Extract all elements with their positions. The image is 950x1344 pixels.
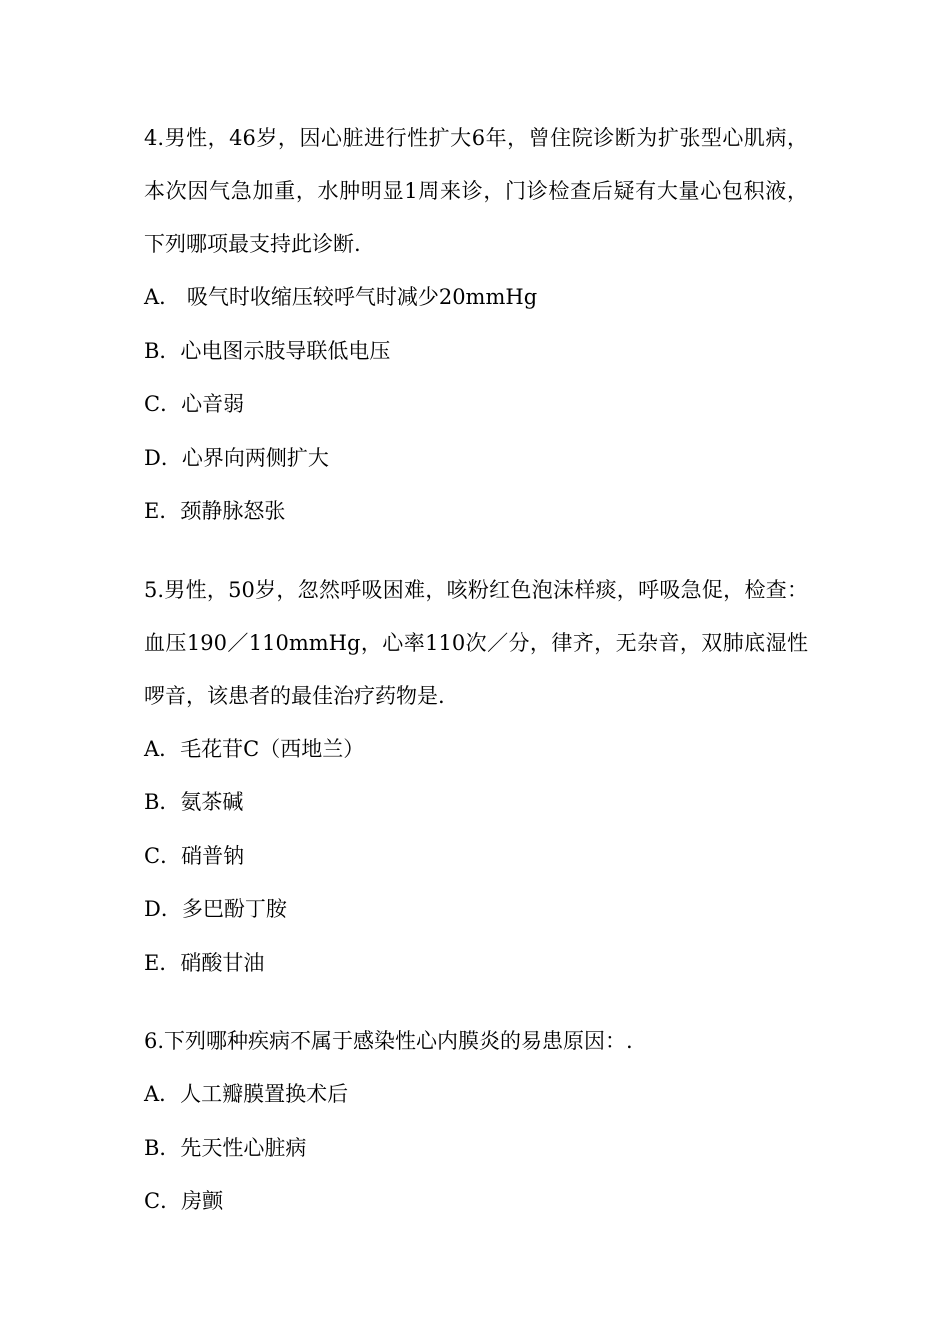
question-separator: [144, 990, 808, 1015]
option-b: B．先天性心脏病: [144, 1135, 307, 1160]
question-stem: 5.男性，50岁，忽然呼吸困难，咳粉红色泡沫样痰，呼吸急促，检查：血压190／110mmHg，心率110次／分，律齐，无杂音，双肺底湿性啰音，该患者的最佳治疗药物是.: [144, 577, 808, 708]
option-c: C．心音弱: [144, 392, 245, 416]
option-a: A． 吸气时收缩压较呼气时减少20mmHg: [144, 285, 538, 309]
question-5: [144, 564, 808, 991]
option-b: B．心电图示肢导联低电压: [144, 338, 391, 363]
option-a: A．人工瓣膜置换术后: [144, 1082, 349, 1106]
question-6: [144, 1015, 808, 1229]
question-list: [144, 112, 808, 1229]
option-c: C．房颤: [144, 1189, 224, 1213]
question-stem: 4.男性，46岁，因心脏进行性扩大6年，曾住院诊断为扩张型心肌病，本次因气急加重，水肿明显1周来诊，门诊检查后疑有大量心包积液，下列哪项最支持此诊断.: [144, 126, 808, 256]
option-e: E．硝酸甘油: [144, 950, 265, 975]
question-stem: 6.下列哪种疾病不属于感染性心内膜炎的易患原因：.: [144, 1029, 633, 1053]
option-e: E．颈静脉怒张: [144, 499, 286, 523]
option-c: C．硝普钠: [144, 843, 245, 868]
question-4: [144, 112, 808, 539]
option-b: B．氨茶碱: [144, 790, 244, 814]
option-d: D．多巴酚丁胺: [144, 897, 287, 921]
option-d: D．心界向两侧扩大: [144, 445, 329, 470]
question-separator: [144, 539, 808, 564]
option-a: A．毛花苷C（西地兰）: [144, 736, 365, 761]
